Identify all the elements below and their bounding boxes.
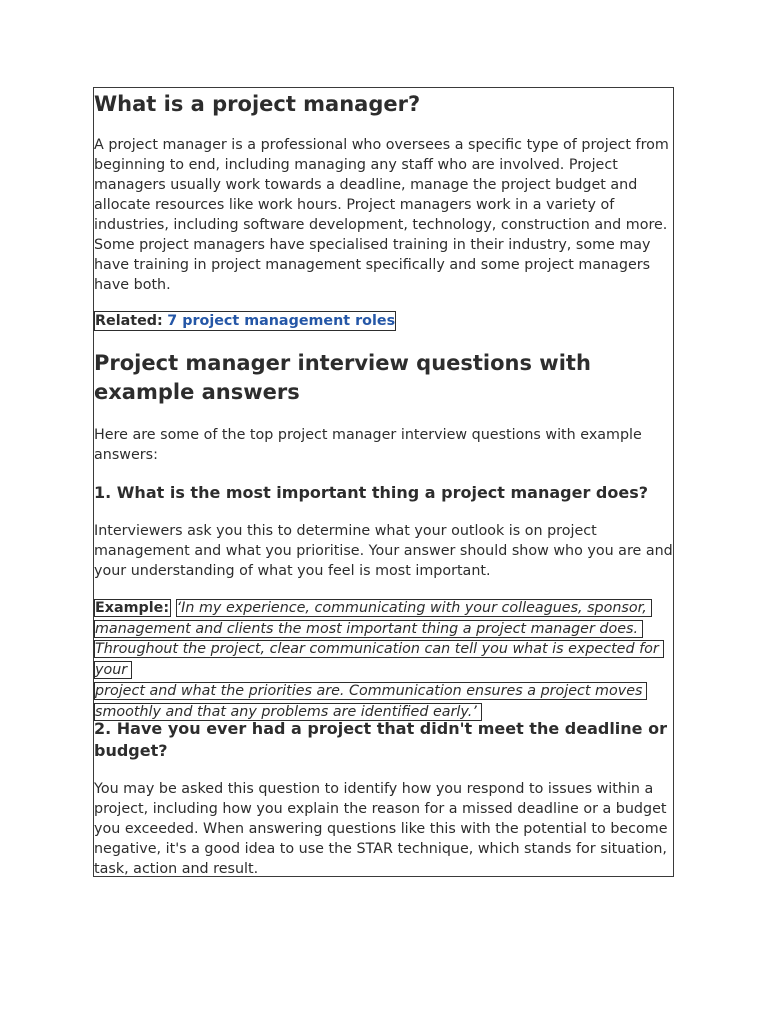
question-1-body: Interviewers ask you this to determine what your outlook is on project management and what you prioritise. Your answer should show who you are and your understanding of what you feel is most important. [94,523,673,579]
example-quote-line-3: Throughout the project, clear communication can tell you what is expected for your [94,640,664,679]
related-box [94,311,396,331]
questions-intro-paragraph: Here are some of the top project manager interview questions with example answers: [94,427,642,463]
question-1-title: 1. What is the most important thing a project manager does? [94,483,649,502]
related-link-project-management-roles[interactable]: 7 project management roles [167,313,396,329]
heading-what-is-project-manager: What is a project manager? [94,92,421,116]
example-label: Example: [95,600,170,616]
example-quote-line-4: project and what the priorities are. Communication ensures a project moves [94,682,647,700]
example-quote-line-1: ‘In my experience, communicating with your colleagues, sponsor, [176,599,652,617]
question-2-body: You may be asked this question to identify how you respond to issues within a project, including how you explain the reason for a missed deadline or a budget you exceeded. When answering questions like this with the potential to become negative, it's a good idea to use the STAR technique, which stands for situation, task, action and result. [94,781,668,877]
related-label: Related: [95,313,163,329]
question-2-title: 2. Have you ever had a project that didn't meet the deadline or budget? [94,719,667,760]
heading-interview-questions: Project manager interview questions with example answers [94,351,591,404]
intro-paragraph: A project manager is a professional who oversees a specific type of project from beginning to end, including managing any staff who are involved. Project managers usually work towards a deadline, manage the project budget and allocate resources like work hours. Project managers work in a variety of industries, including software development, technology, construction and more. Some project managers have specialised training in their industry, some may have training in project management specifically and some project managers have both. [94,137,669,293]
question-1-example [94,598,674,722]
related-line [94,310,674,331]
example-quote-line-5: smoothly and that any problems are identified early.’ [94,703,482,721]
example-quote-line-2: management and clients the most important thing a project manager does. [94,620,643,638]
document-page [93,87,674,877]
